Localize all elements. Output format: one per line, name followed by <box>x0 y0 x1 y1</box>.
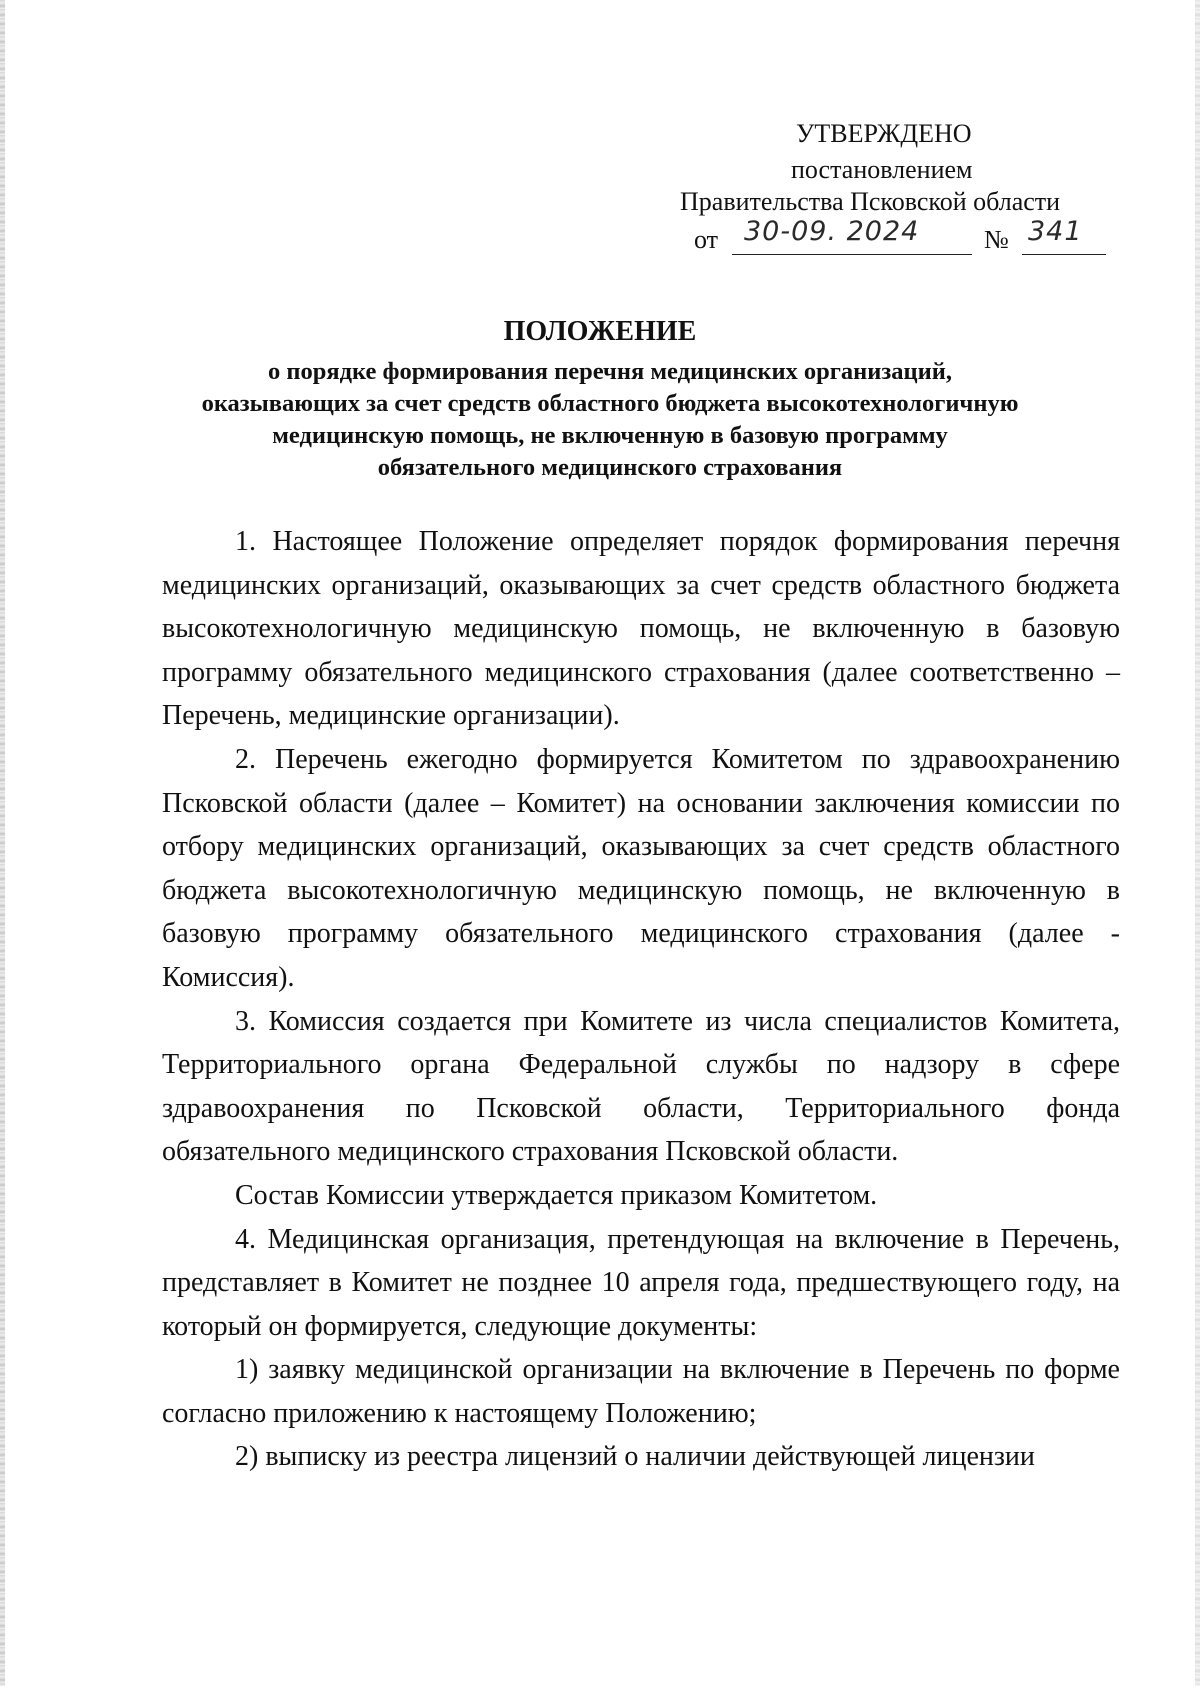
number-prefix: № <box>984 225 1009 254</box>
paragraph-4: 4. Медицинская организация, претендующая на включение в Перечень, представляет в Комитет не позднее 10 апреля года, предшествующего году, на который он формируется, следующие документы: <box>162 1223 1120 1342</box>
subtitle-line: о порядке формирования перечня медицинских организаций, <box>268 358 952 385</box>
number-field <box>1022 216 1106 255</box>
paragraph-1: 1. Настоящее Положение определяет порядок формирования перечня медицинских организаций, оказывающих за счет средств областного бюджета высокотехнологичную медицинскую помощь, не включенную в базовую программу обязательного медицинского страхования (далее соответственно – Перечень, медицинские организации). <box>162 526 1120 732</box>
list-item-1: 1) заявку медицинской организации на включение в Перечень по форме согласно приложению к настоящему Положению; <box>162 1354 1120 1429</box>
paragraph-3: 3. Комиссия создается при Комитете из числа специалистов Комитета, Территориального органа Федеральной службы по надзору в сфере здравоохранения по Псковской области, Территориального фонда обязательного медицинского страхования Псковской области. <box>162 1005 1120 1168</box>
scan-edge-left <box>0 0 5 1686</box>
list-item-2: 2) выписку из реестра лицензий о наличии действующей лицензии <box>235 1441 1035 1473</box>
date-field <box>732 216 972 255</box>
scan-edge-right <box>1195 0 1200 1686</box>
handwritten-number: 341 <box>1028 216 1083 247</box>
paragraph-2: 2. Перечень ежегодно формируется Комитетом по здравоохранению Псковской области (далее – Комитет) на основании заключения комиссии по отбору медицинских организаций, оказывающих за счет средств областного бюджета высокотехнологичную медицинскую помощь, не включенную в базовую программу обязательного медицинского страхования (далее - Комиссия). <box>162 743 1120 993</box>
document-body <box>162 520 1120 1479</box>
date-prefix: от <box>694 225 719 254</box>
subtitle-line: обязательного медицинского страхования <box>377 454 843 481</box>
approval-government: Правительства Псковской области <box>680 187 1061 216</box>
subtitle-line: оказывающих за счет средств областного бюджета высокотехнологичную <box>201 390 1019 417</box>
approval-date-row <box>694 216 1104 260</box>
approval-title: УТВЕРЖДЕНО <box>796 119 972 148</box>
document-subtitle <box>150 356 1070 484</box>
approval-by: постановлением <box>791 155 973 184</box>
paragraph-3-commission: Состав Комиссии утверждается приказом Комитетом. <box>235 1179 878 1211</box>
handwritten-date: 30-09. 2024 <box>744 216 920 247</box>
document-title: ПОЛОЖЕНИЕ <box>503 316 697 347</box>
subtitle-line: медицинскую помощь, не включенную в базовую программу <box>272 422 948 449</box>
